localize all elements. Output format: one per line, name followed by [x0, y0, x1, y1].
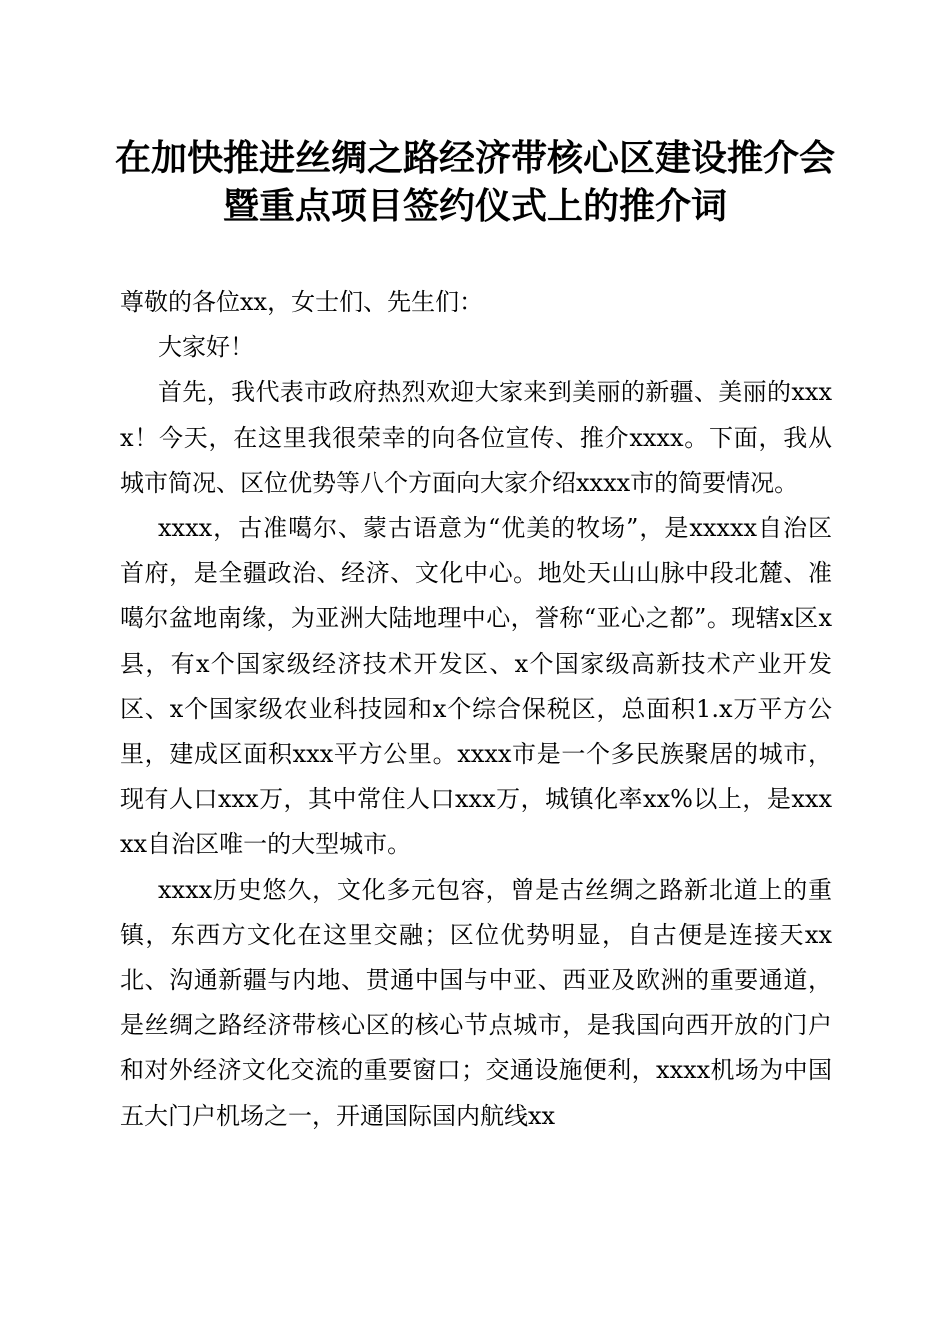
document-body	[120, 280, 832, 1139]
paragraph-city-overview: xxxx，古准噶尔、蒙古语意为“优美的牧场”，是xxxxx自治区首府，是全疆政治、经济、文化中心。地处天山山脉中段北麓、准噶尔盆地南缘，为亚洲大陆地理中心，誉称“亚心之都”。现辖x区x县，有x个国家级经济技术开发区、x个国家级高新技术产业开发区、x个国家级农业科技园和x个综合保税区，总面积1.x万平方公里，建成区面积xxx平方公里。xxxx市是一个多民族聚居的城市，现有人口xxx万，其中常住人口xxx万，城镇化率xx%以上，是xxxxx自治区唯一的大型城市。	[120, 514, 832, 859]
salutation: 尊敬的各位xx，女士们、先生们：	[120, 288, 484, 316]
document-title-line-1: 在加快推进丝绸之路经济带核心区建设推介会	[114, 138, 835, 179]
document-title-line-2: 暨重点项目签约仪式上的推介词	[222, 186, 727, 227]
paragraph-history-location: xxxx历史悠久，文化多元包容，曾是古丝绸之路新北道上的重镇，东西方文化在这里交融；区位优势明显，自古便是连接天xx北、沟通新疆与内地、贯通中国与中亚、西亚及欧洲的重要通道，是丝绸之路经济带核心区的核心节点城市，是我国向西开放的门户和对外经济文化交流的重要窗口；交通设施便利，xxxx机场为中国五大门户机场之一，开通国际国内航线xx	[120, 875, 832, 1130]
paragraph-welcome: 首先，我代表市政府热烈欢迎大家来到美丽的新疆、美丽的xxxx！今天，在这里我很荣幸的向各位宣传、推介xxxx。下面，我从城市简况、区位优势等八个方面向大家介绍xxxx市的简要情况。	[120, 378, 832, 497]
paragraph-greeting: 大家好！	[158, 333, 254, 362]
